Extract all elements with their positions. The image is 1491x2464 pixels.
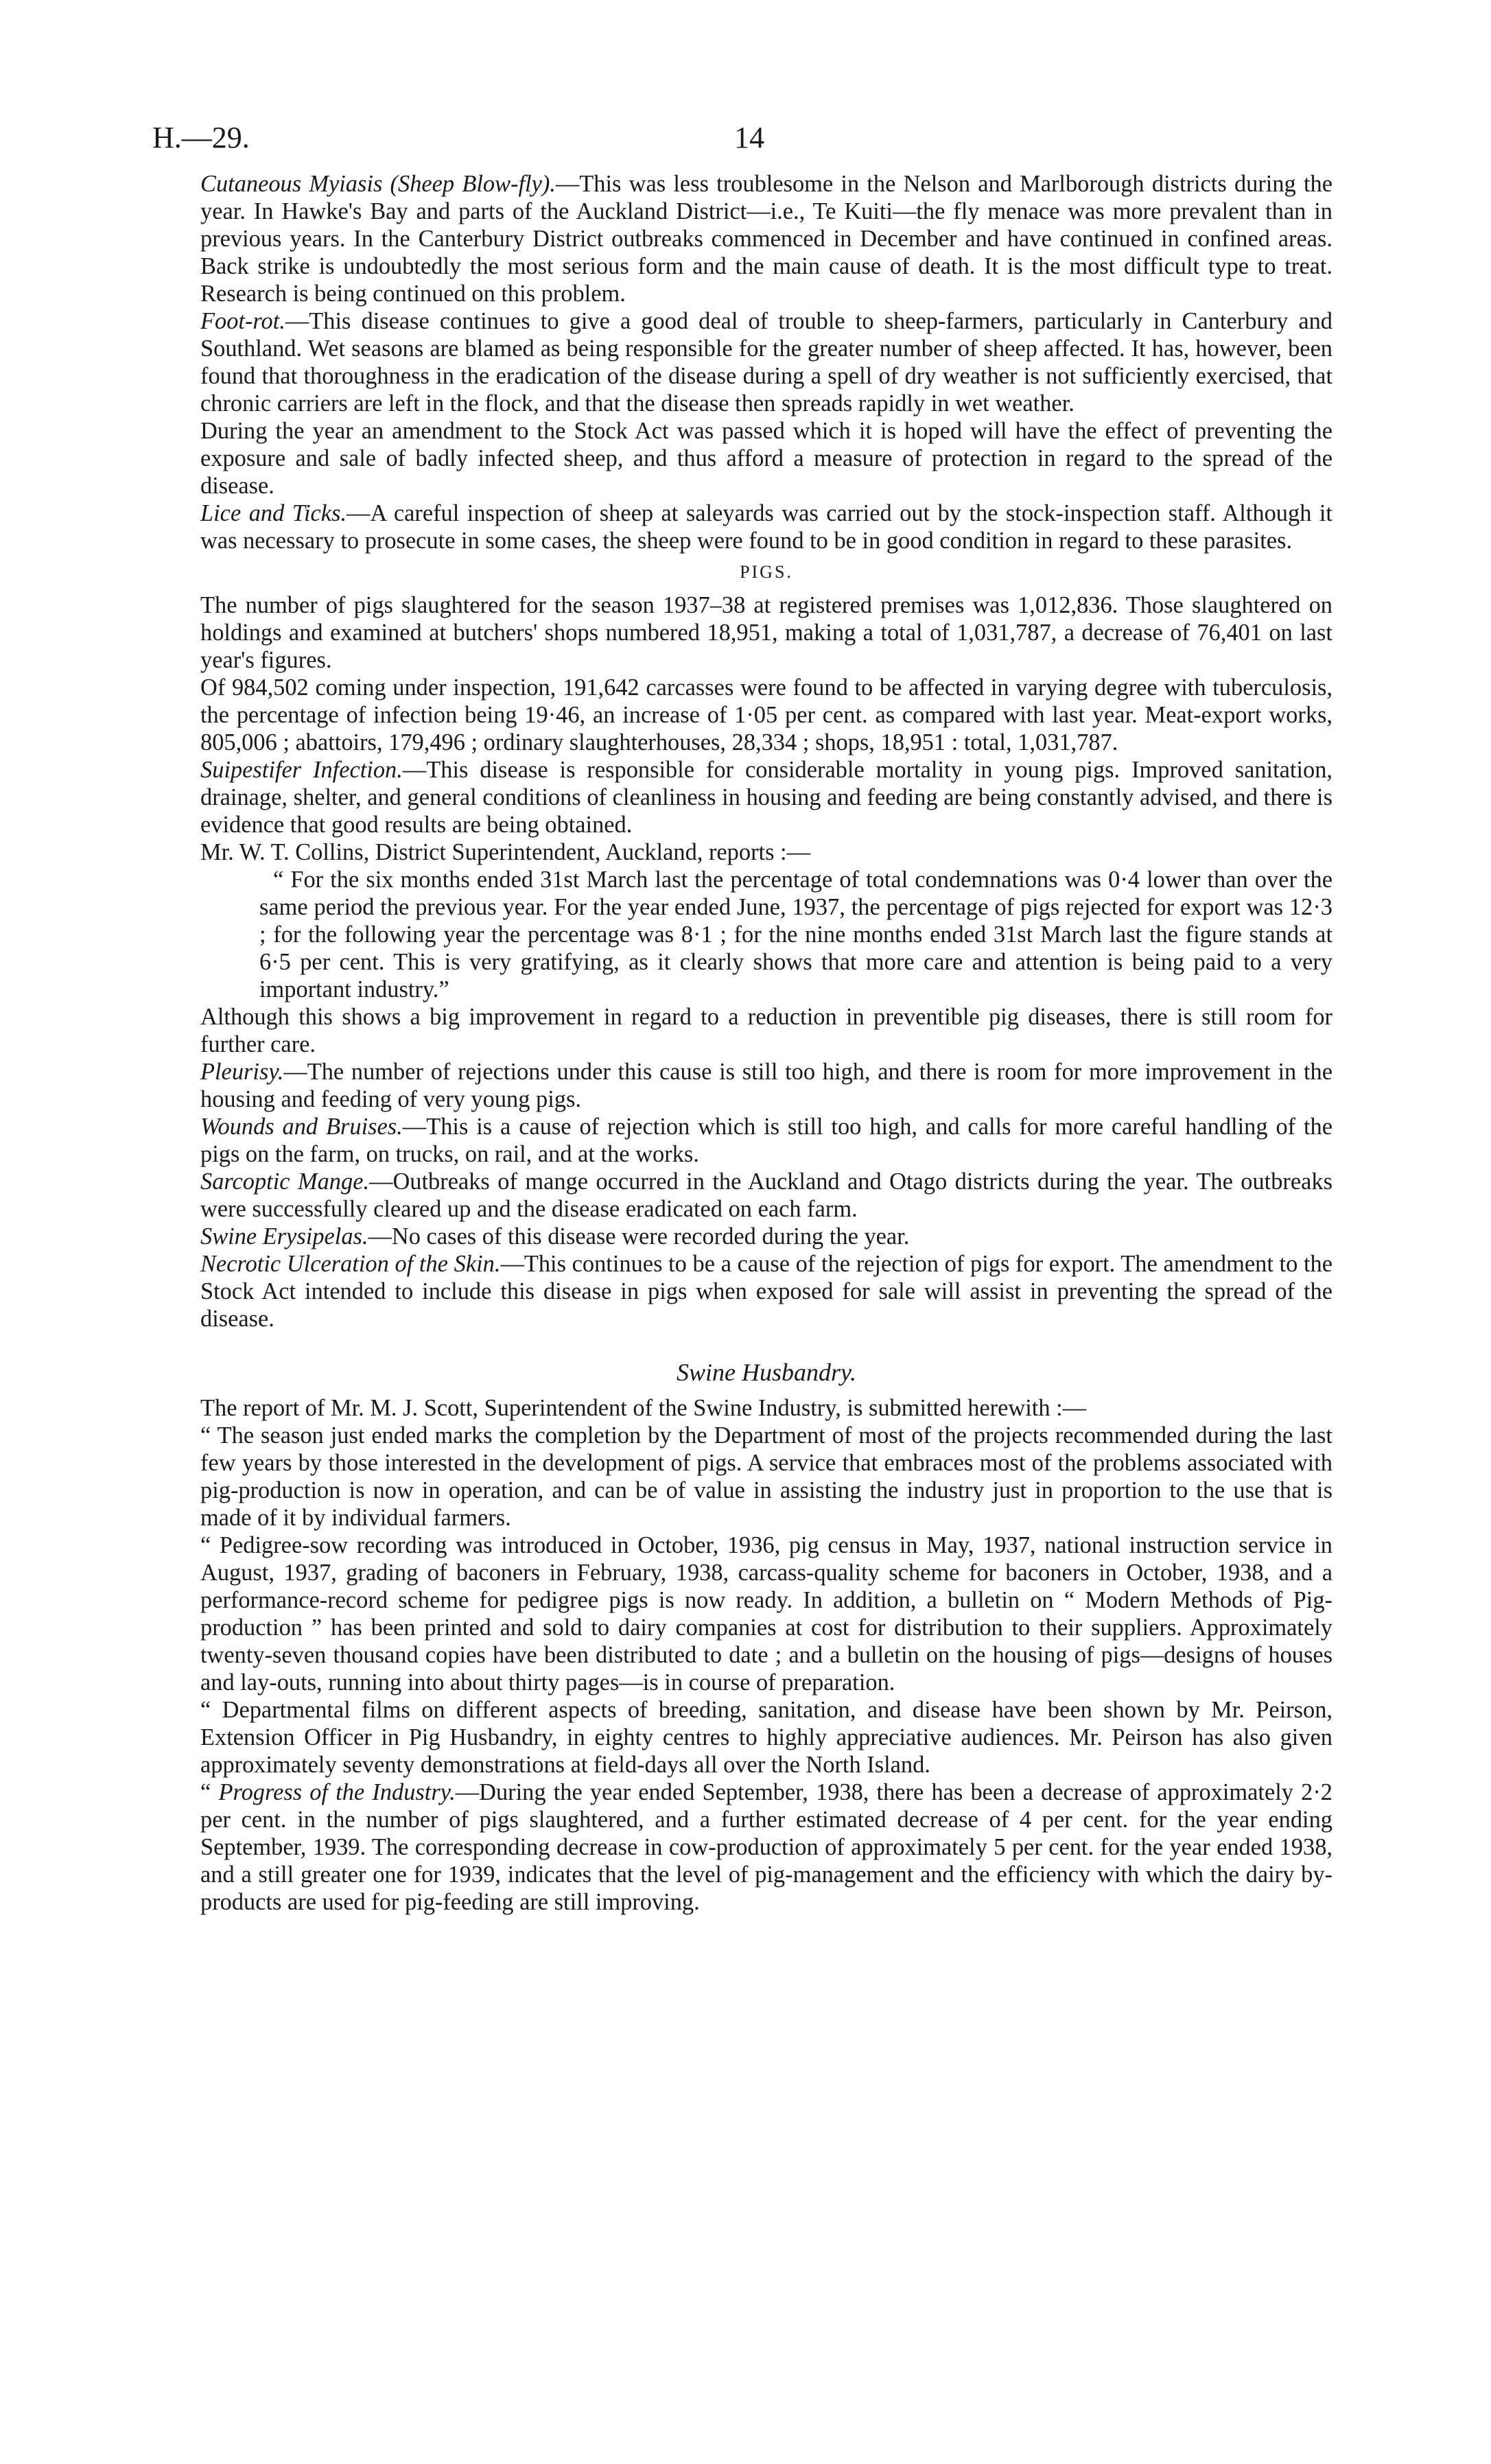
collins-quote: “ For the six months ended 31st March last the percentage of total condemnations was 0·4 lower than over the same period the previous year. For the year ended June, 1937, the percentage of pigs rejected for export was 12·3 ; for the following year the percentage was 8·1 ; for the nine months ended 31st March last the figure stands at 6·5 per cent. This is very gratifying, as it clearly shows that more care and attention is being paid to a very important industry.” xyxy=(259,867,1332,1002)
paragraph-pleurisy: Pleurisy.—The number of rejections under this cause is still too high, and there is room for more improvement in the housing and feeding of very young pigs. xyxy=(200,1059,1332,1112)
heading-lice-ticks: Lice and Ticks. xyxy=(200,500,347,526)
section-heading-pigs: PIGS. xyxy=(740,562,793,582)
paragraph-progress: “ Progress of the Industry.—During the year ended September, 1938, there has been a decrease of approximately 2·2 per cent. in the number of pigs slaughtered, and a further estimated decrease of 4 per cent. for the year ending September, 1939. The corresponding decrease in cow-production of approximately 5 per cent. for the year ended 1938, and a still greater one for 1939, indicates that the level of pig-management and the efficiency with which the dairy by-products are used for pig-feeding are still improving. xyxy=(200,1779,1333,1915)
paragraph-pigs-inspection: Of 984,502 coming under inspection, 191,642 carcasses were found to be affected in varying degree with tuberculosis, the percentage of infection being 19·46, an increase of 1·05 per cent. as compared with last year. Meat-export works, 805,006 ; abattoirs, 179,496 ; ordinary slaughterhouses, 28,334 ; shops, 18,951 : total, 1,031,787. xyxy=(200,674,1332,755)
paragraph-wounds: Wounds and Bruises.—This is a cause of rejection which is still too high, and calls for more careful handling of the pigs on the farm, on trucks, on rail, and at the works. xyxy=(200,1114,1332,1167)
paragraph-erysipelas: Swine Erysipelas.—No cases of this disease were recorded during the year. xyxy=(200,1223,910,1249)
heading-myiasis: Cutaneous Myiasis (Sheep Blow-fly). xyxy=(200,171,556,197)
paragraph-husbandry-2: “ Pedigree-sow recording was introduced in October, 1936, pig census in May, 1937, national instruction service in August, 1937, grading of baconers in February, 1938, carcass-quality scheme for baconers in October, 1938, and a performance-record scheme for pedigree pigs is now ready. In addition, a bulletin on “ Modern Methods of Pig-production ” has been printed and sold to dairy companies at cost for distribution to their suppliers. Approximately twenty-seven thousand copies have been distributed to date ; and a bulletin on the housing of pigs—designs of houses and lay-outs, running into about thirty pages—is in course of preparation. xyxy=(200,1532,1332,1696)
paragraph-husbandry-3: “ Departmental films on different aspects of breeding, sanitation, and disease have been shown by Mr. Peirson, Extension Officer in Pig Husbandry, in eighty centres to highly appreciative audiences. Mr. Peirson has also given approximately seventy demonstrations at field-days all over the North Island. xyxy=(200,1697,1332,1778)
paragraph-improvement: Although this shows a big improvement in regard to a reduction in preventible pig diseases, there is still room for further care. xyxy=(200,1004,1332,1057)
heading-necrotic: Necrotic Ulceration of the Skin. xyxy=(200,1251,501,1277)
paragraph-necrotic: Necrotic Ulceration of the Skin.—This continues to be a cause of the rejection of pigs for export. The amendment to the Stock Act intended to include this disease in pigs when exposed for sale will assist in preventing the spread of the disease. xyxy=(200,1251,1333,1332)
heading-suipestifer: Suipestifer Infection. xyxy=(200,757,403,783)
paragraph-collins-intro: Mr. W. T. Collins, District Superintendent, Auckland, reports :— xyxy=(200,839,810,865)
paragraph-mange: Sarcoptic Mange.—Outbreaks of mange occurred in the Auckland and Otago districts during the year. The outbreaks were successfully cleared up and the disease eradicated on each farm. xyxy=(200,1169,1332,1222)
paragraph-foot-rot: Foot-rot.—This disease continues to give a good deal of trouble to sheep-farmers, particularly in Canterbury and Southland. Wet seasons are blamed as being responsible for the greater number of sheep affected. It has, however, been found that thoroughness in the eradication of the disease during a spell of dry weather is not sufficiently exercised, that chronic carriers are left in the flock, and that the disease then spreads rapidly in wet weather. xyxy=(200,308,1332,416)
heading-mange: Sarcoptic Mange. xyxy=(200,1169,370,1195)
paragraph-stock-act: During the year an amendment to the Stock Act was passed which it is hoped will have the effect of preventing the exposure and sale of badly infected sheep, and thus afford a measure of protection in regard to the spread of the disease. xyxy=(200,418,1332,499)
document-reference: H.—29. xyxy=(152,121,250,154)
heading-pleurisy: Pleurisy. xyxy=(200,1059,284,1085)
page-number: 14 xyxy=(734,121,764,154)
paragraph-suipestifer: Suipestifer Infection.—This disease is responsible for considerable mortality in young pigs. Improved sanitation, drainage, shelter, and general conditions of cleanliness in housing and feeding are being constantly advised, and there is evidence that good results are being obtained. xyxy=(200,757,1333,838)
paragraph-lice-ticks: Lice and Ticks.—A careful inspection of sheep at saleyards was carried out by the stock-inspection staff. Although it was necessary to prosecute in some cases, the sheep were found to be in good condition in regard to these parasites. xyxy=(200,500,1332,554)
heading-progress: Progress of the Industry. xyxy=(218,1779,456,1805)
section-heading-swine-husbandry: Swine Husbandry. xyxy=(676,1359,856,1386)
paragraph-husbandry-intro: The report of Mr. M. J. Scott, Superintendent of the Swine Industry, is submitted herewith :— xyxy=(200,1395,1087,1421)
heading-foot-rot: Foot-rot. xyxy=(200,308,285,334)
page-header xyxy=(152,120,1346,161)
heading-erysipelas: Swine Erysipelas. xyxy=(200,1223,368,1249)
paragraph-myiasis: Cutaneous Myiasis (Sheep Blow-fly).—This was less troublesome in the Nelson and Marlborough districts during the year. In Hawke's Bay and parts of the Auckland District—i.e., Te Kuiti—the fly menace was more prevalent than in previous years. In the Canterbury District outbreaks commenced in December and have continued in confined areas. Back strike is undoubtedly the most serious form and the main cause of death. It is the most difficult type to treat. Research is being continued on this problem. xyxy=(200,171,1332,307)
heading-wounds: Wounds and Bruises. xyxy=(200,1114,403,1140)
paragraph-pigs-slaughtered: The number of pigs slaughtered for the season 1937–38 at registered premises was 1,012,836. Those slaughtered on holdings and examined at butchers' shops numbered 18,951, making a total of 1,031,787, a decrease of 76,401 on last year's figures. xyxy=(200,592,1332,673)
paragraph-husbandry-1: “ The season just ended marks the completion by the Department of most of the projects recommended during the last few years by those interested in the development of pigs. A service that embraces most of the problems associated with pig-production is now in operation, and can be of value in assisting the industry just in proportion to the use that is made of it by individual farmers. xyxy=(200,1422,1332,1531)
body-text xyxy=(200,170,1332,1916)
